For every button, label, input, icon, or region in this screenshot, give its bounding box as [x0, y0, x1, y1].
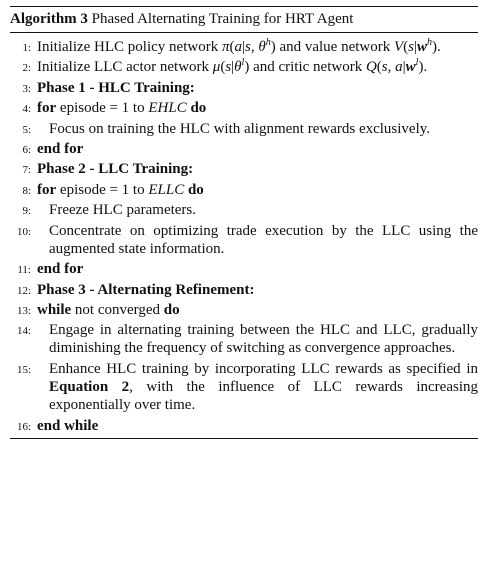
line-text: and value network [275, 39, 394, 55]
algorithm-line-14 [10, 321, 478, 357]
algorithm-lines [10, 38, 478, 435]
line-number: 10: [16, 225, 31, 238]
algorithm-line-7 [10, 160, 478, 178]
algorithm-line-2: 2: Initialize LLC actor network $\mu(s|\theta^l)$ and critic network Q(s, $a|w^l$). [10, 58, 478, 76]
keyword-do: do [163, 301, 180, 318]
line-number: 7: [22, 164, 31, 177]
line-text: and critic network [249, 59, 366, 76]
algorithm-block [10, 6, 478, 439]
line-number: 4: [22, 103, 31, 116]
keyword-end-for: end for [37, 261, 84, 278]
algorithm-title: Phased Alternating Training for HRT Agent [91, 11, 354, 27]
line-number: 2: [22, 62, 31, 75]
line-number: 1: [22, 42, 31, 54]
algorithm-line-1: 1: Initialize HLC policy network π(a|s, $\theta^h$) and value network $V(s|w^h)$. [10, 38, 478, 56]
math-value: $V(s|w^h)$ [394, 37, 438, 55]
algorithm-line-16 [10, 417, 478, 435]
line-text: , with the influence of LLC rewards increasing exponentially over time. [49, 379, 478, 414]
algorithm-label: Algorithm 3 [10, 11, 88, 27]
caption-rule [10, 32, 478, 33]
algorithm-line-4 [10, 99, 478, 117]
line-text: episode = 1 to [56, 100, 149, 117]
keyword-end-for: end for [37, 140, 84, 157]
line-text: Initialize LLC actor network [37, 59, 213, 76]
algorithm-line-5 [10, 120, 478, 138]
line-number: 14: [16, 325, 31, 338]
line-text: Freeze HLC parameters. [49, 202, 197, 219]
algorithm-line-8 [10, 181, 478, 199]
algorithm-line-15 [10, 360, 478, 415]
keyword-for: for [37, 100, 57, 117]
loop-bound: ELLC [148, 181, 185, 198]
phase-heading: Phase 1 - HLC Training: [37, 79, 195, 96]
line-number: 11: [17, 264, 31, 277]
phase-heading: Phase 2 - LLC Training: [37, 161, 194, 178]
line-text: not converged [71, 301, 164, 318]
keyword-while: while [37, 301, 72, 318]
algorithm-line-9 [10, 201, 478, 219]
math-actor: $\mu(s|\theta^l)$ [212, 57, 250, 76]
line-text: Focus on training the HLC with alignment rewards exclusively. [49, 120, 431, 137]
algorithm-line-12 [10, 281, 478, 299]
algorithm-line-3 [10, 79, 478, 97]
line-number: 8: [22, 184, 31, 197]
math-policy: π(a|s, $\theta^h$) [221, 37, 276, 55]
line-number: 12: [16, 284, 31, 297]
line-number: 5: [22, 123, 31, 136]
algorithm-line-11 [10, 260, 478, 278]
line-number: 16: [16, 420, 31, 433]
equation-reference: Equation 2 [49, 379, 130, 396]
line-text: Enhance HLC training by incorporating LLC rewards as specified in [49, 360, 478, 377]
algorithm-line-13 [10, 301, 478, 319]
algorithm-line-6 [10, 140, 478, 158]
line-text: Concentrate on optimizing trade execution by the LLC using the augmented state information. [49, 222, 478, 257]
bottom-rule [10, 438, 478, 439]
loop-bound: EHLC [148, 100, 187, 117]
line-number: 3: [22, 82, 31, 95]
algorithm-caption [10, 7, 478, 32]
keyword-for: for [37, 181, 57, 198]
keyword-do: do [190, 100, 207, 117]
algorithm-line-10 [10, 222, 478, 258]
math-critic: Q(s, $a|w^l$) [365, 57, 424, 76]
keyword-do: do [187, 181, 204, 198]
line-number: 13: [16, 304, 31, 317]
line-number: 15: [16, 363, 31, 376]
phase-heading: Phase 3 - Alternating Refinement: [37, 281, 255, 298]
line-text: episode = 1 to [56, 181, 149, 198]
line-text: Initialize HLC policy network [37, 39, 222, 55]
keyword-end-while: end while [37, 417, 99, 434]
line-number: 6: [22, 143, 31, 156]
line-text: Engage in alternating training between the HLC and LLC, gradually diminishing the frequency of switching as convergence approaches. [49, 322, 478, 357]
line-number: 9: [22, 205, 31, 218]
